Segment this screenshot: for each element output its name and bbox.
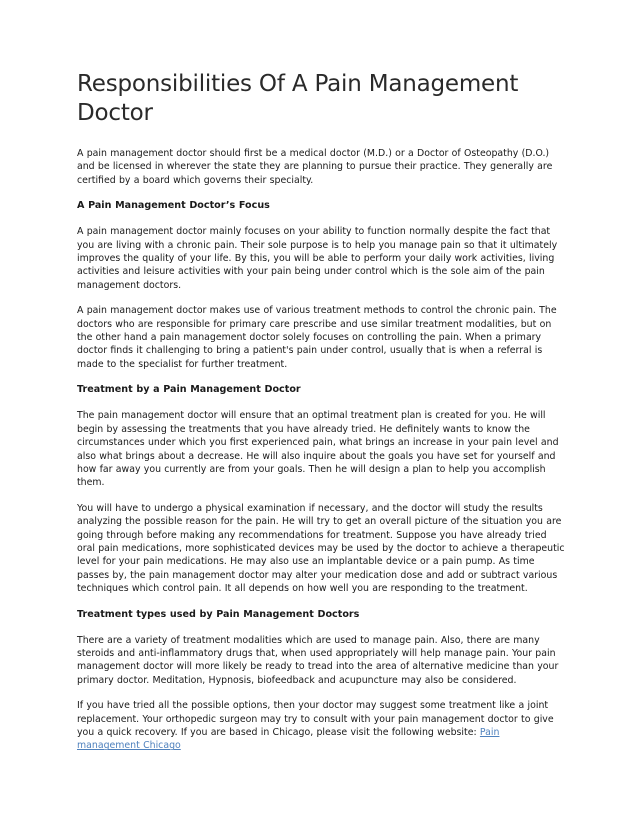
focus-paragraph-2: A pain management doctor makes use of various treatment methods to control the chronic pain. The doctors who are responsible for primary care prescribe and use similar treatment modalities, but on the other hand a pain management doctor solely focuses on controlling the pain. When a primary doctor finds it challenging to bring a patient's pain under control, usually that is when a referral is made to the specialist for further treatment. [77, 305, 557, 370]
treatment-paragraph-2: You will have to undergo a physical examination if necessary, and the doctor will study the results analyzing the possible reason for the pain. He will try to get an overall picture of the situation you are going through before making any recommendations for treatment. Suppose you have already tried oral pain medications, more sophisticated devices may be used by the doctor to achieve a therapeutic level for your pain medications. He may also use an implantable device or a pain pump. As time passes by, the pain management doctor may alter your medication dose and add or subtract various techniques which control pain. It all depends on how well you are responding to the treatment. [77, 502, 565, 595]
treatment-types-paragraph-2-text: If you have tried all the possible options, then your doctor may suggest some treatment like a joint replacement. Your orthopedic surgeon may try to consult with your pain management doctor to give you a quick recovery. If you are based in Chicago, please visit the following website: [77, 700, 554, 738]
document-page [77, 70, 565, 765]
treatment-types-paragraph-2 [77, 699, 565, 753]
section-heading-treatment: Treatment by a Pain Management Doctor [77, 384, 301, 396]
intro-paragraph: A pain management doctor should first be a medical doctor (M.D.) or a Doctor of Osteopathy (D.O.) and be licensed in wherever the state they are planning to pursue their practice. They generally are certified by a board which governs their specialty. [77, 148, 553, 186]
page-title: Responsibilities Of A Pain Management Doctor [77, 71, 519, 126]
pain-management-chicago-link[interactable]: Pain management Chicago [77, 727, 500, 752]
section-heading-treatment-types: Treatment types used by Pain Management Doctors [77, 608, 360, 620]
section-heading-focus: A Pain Management Doctor’s Focus [77, 200, 270, 212]
treatment-paragraph-1: The pain management doctor will ensure that an optimal treatment plan is created for you. He will begin by assessing the treatments that you have already tried. He definitely wants to know the circumstances under which you first experienced pain, what brings an increase in your pain level and also what brings about a decrease. He will also inquire about the goals you have set for yourself and how far away you currently are from your goals. Then he will design a plan to help you accomplish them. [77, 410, 559, 489]
treatment-types-paragraph-1: There are a variety of treatment modalities which are used to manage pain. Also, there are many steroids and anti-inflammatory drugs that, when used appropriately will help manage pain. Your pain management doctor will more likely be ready to tread into the area of alternative medicine than your primary doctor. Meditation, Hypnosis, biofeedback and acupuncture may also be considered. [77, 634, 559, 686]
focus-paragraph-1: A pain management doctor mainly focuses on your ability to function normally despite the fact that you are living with a chronic pain. Their sole purpose is to help you manage pain so that it ultimately improves the quality of your life. By this, you will be able to perform your daily work activities, living activities and leisure activities with your pain being under control which is the sole aim of the pain management doctors. [77, 226, 558, 291]
